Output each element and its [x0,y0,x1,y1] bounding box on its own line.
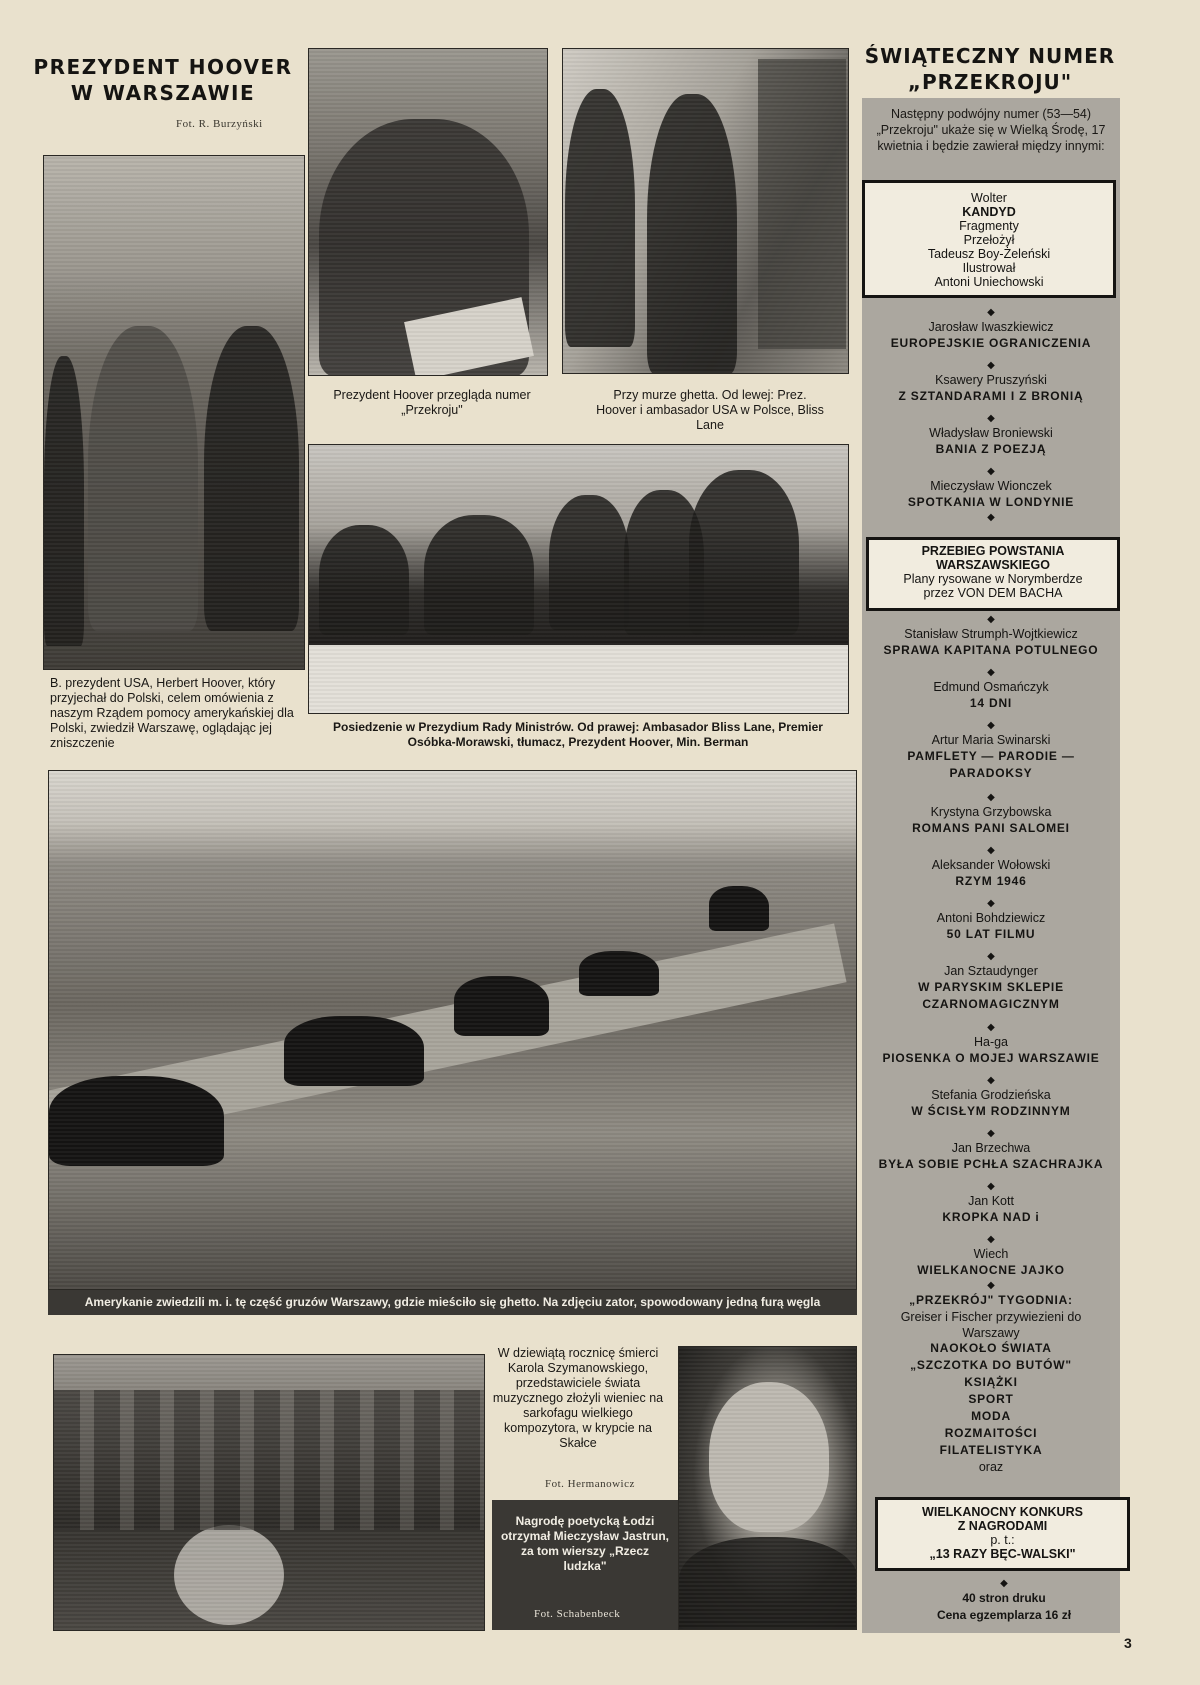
entry-author: Stanisław Strumph-Wojtkiewicz [904,627,1078,641]
photo-jastrun-portrait [678,1346,857,1630]
box-kandyd-line: Antoni Uniechowski [934,275,1044,289]
photo-szymanowski-wreath [53,1354,485,1631]
caption-ghetto-wall: Przy murze ghetta. Od lewej: Prez. Hoover i ambasador USA w Polsce, Bliss Lane [596,388,824,432]
sidebar-sections [862,1340,1120,1475]
caption-hoover-visit: B. prezydent USA, Herbert Hoover, który przyjechał do Polski, celem omówienia z naszym Rządem pomocy amerykańskiej dla Polski, zwiedził Warszawę, oglądając jej zniszczenie [50,676,294,750]
entry-author: Stefania Grodzieńska [931,1088,1051,1102]
entry-work: 50 LAT FILMU [946,927,1036,941]
entry-author: Wiech [973,1247,1009,1261]
caption-hoover-reading: Prezydent Hoover przegląda numer „Przekroju" [333,388,531,417]
sidebar-entry [862,792,1120,837]
box-kandyd-line: Wolter [971,191,1007,205]
diamond-icon: ◆ [987,720,995,731]
headline-line-2: W WARSZAWIE [70,81,256,105]
caption-szymanowski: W dziewiątą rocznicę śmierci Karola Szymanowskiego, przedstawiciele świata muzycznego złożyli wieniec na sarkofagu wielkiego kompozytora, w krypcie na Skałce [492,1346,664,1450]
diamond-icon: ◆ [987,1234,995,1245]
entry-work: KROPKA NAD i [942,1210,1040,1224]
sidebar-title-line-1: ŚWIĄTECZNY NUMER [864,44,1116,68]
sidebar-entry [862,413,1120,458]
entry-work: SPOTKANIA W LONDYNIE [907,495,1075,509]
entry-author: Jarosław Iwaszkiewicz [928,320,1054,334]
sidebar-entry [862,1075,1120,1120]
entry-author: Edmund Osmańczyk [933,680,1049,694]
entry-author: Antoni Bohdziewicz [936,911,1046,925]
photo-ghetto-ruins [48,770,857,1290]
box-kandyd-line: KANDYD [962,205,1016,219]
entry-work: SPRAWA KAPITANA POTULNEGO [883,643,1099,657]
sidebar-title [850,43,1130,95]
entry-work: W PARYSKIM SKLEPIE CZARNOMAGICZNYM [918,980,1064,1011]
section-item: FILATELISTYKA [939,1443,1043,1457]
sidebar-entry [862,1128,1120,1173]
szymanowski-credit: Fot. Hermanowicz [545,1478,635,1490]
box-konkurs [875,1497,1130,1571]
diamond-icon: ◆ [987,1128,995,1139]
jastrun-caption-box [492,1500,678,1630]
weekly-title: „PRZEKRÓJ" TYGODNIA: [909,1293,1073,1307]
diamond-icon: ◆ [987,360,995,371]
sidebar-entry [862,951,1120,1013]
article-headline [28,54,298,106]
box-kandyd-line: Fragmenty [959,219,1019,233]
sidebar-price-info [875,1578,1133,1624]
box-powstanie-line: WARSZAWSKIEGO [936,558,1050,572]
entry-author: Władysław Broniewski [929,426,1053,440]
headline-line-1: PREZYDENT HOOVER [33,55,293,79]
caption-jastrun: Nagrodę poetycką Łodzi otrzymał Mieczysław Jastrun, za tom wierszy „Rzecz ludzka" [500,1514,670,1573]
sidebar-entry [862,360,1120,405]
entry-work: EUROPEJSKIE OGRANICZENIA [890,336,1092,350]
box-powstanie-line: PRZEBIEG POWSTANIA [921,544,1065,558]
caption-meeting: Posiedzenie w Prezydium Rady Ministrów. Od prawej: Ambasador Bliss Lane, Premier Osóbka-Morawski, tłumacz, Prezydent Hoover, Min. Berman [333,720,823,749]
pages-info: 40 stron druku [962,1591,1046,1605]
entry-work: PAMFLETY — PARODIE — PARADOKSY [907,749,1075,780]
price-info: Cena egzemplarza 16 zł [936,1608,1072,1622]
sidebar-entry [862,1022,1120,1067]
diamond-icon: ◆ [987,307,995,318]
section-item: KSIĄŻKI [964,1375,1018,1389]
diamond-icon: ◆ [987,466,995,477]
photo-hoover-ruins [43,155,305,670]
photo-hoover-reading [308,48,548,376]
weekly-subtitle: Greiser i Fischer przywiezieni do Warszawy [900,1310,1082,1340]
sidebar-entry [862,898,1120,943]
box-powstanie-line: przez VON DEM BACHA [923,586,1063,600]
sidebar-weekly [862,1280,1120,1341]
diamond-icon: ◆ [987,667,995,678]
entry-author: Jan Sztaudynger [944,964,1038,978]
entry-author: Ksawery Pruszyński [935,373,1047,387]
box-kandyd-line: Przełożył [963,233,1015,247]
diamond-icon: ◆ [987,951,995,962]
sidebar-entry [862,667,1120,712]
box-powstanie-line: Plany rysowane w Norymberdze [903,572,1083,586]
box-konkurs-line: Z NAGRODAMI [957,1519,1048,1533]
diamond-icon: ◆ [987,898,995,909]
sidebar-entry [862,720,1120,782]
entry-work: ROMANS PANI SALOMEI [912,821,1070,835]
box-kandyd [862,180,1116,298]
caption-ruins: Amerykanie zwiedzili m. i. tę część gruzów Warszawy, gdzie mieściło się ghetto. Na zdjęciu zator, spowodowany jedną furą węgla [48,1290,857,1315]
entry-work: WIELKANOCNE JAJKO [917,1263,1065,1277]
sidebar-entry [862,466,1120,511]
section-item: ROZMAITOŚCI [944,1426,1038,1440]
entry-author: Ha-ga [973,1035,1009,1049]
diamond-icon: ◆ [987,1022,995,1033]
section-item: MODA [971,1409,1011,1423]
page-number: 3 [1124,1635,1132,1651]
sidebar-entry [862,1181,1120,1226]
entry-work: Z SZTANDARAMI I Z BRONIĄ [898,389,1084,403]
photo-meeting [308,444,849,714]
sidebar-entry [862,307,1120,352]
entry-work: 14 DNI [969,696,1013,710]
sidebar-separator [862,512,1120,524]
box-konkurs-line: WIELKANOCNY KONKURS [922,1505,1083,1519]
sidebar-oraz: oraz [978,1460,1004,1474]
diamond-icon: ◆ [987,1181,995,1192]
section-item: „SZCZOTKA DO BUTÓW" [910,1358,1072,1372]
entry-author: Jan Kott [968,1194,1014,1208]
photo-ghetto-wall [562,48,849,374]
box-kandyd-line: Ilustrował [962,261,1016,275]
diamond-icon: ◆ [987,792,995,803]
entry-work: W ŚCISŁYM RODZINNYM [911,1104,1071,1118]
diamond-icon: ◆ [987,845,995,856]
entry-author: Jan Brzechwa [951,1141,1031,1155]
sidebar-entry [862,845,1120,890]
entry-author: Mieczysław Wionczek [930,479,1052,493]
section-item: SPORT [968,1392,1014,1406]
entry-author: Krystyna Grzybowska [930,805,1052,819]
entry-work: BYŁA SOBIE PCHŁA SZACHRAJKA [878,1157,1104,1171]
box-kandyd-line: Tadeusz Boy-Żeleński [927,247,1051,261]
diamond-icon: ◆ [987,512,995,523]
entry-work: PIOSENKA O MOJEJ WARSZAWIE [882,1051,1100,1065]
section-item: NAOKOŁO ŚWIATA [930,1341,1052,1355]
diamond-icon: ◆ [987,614,995,625]
diamond-icon: ◆ [987,1280,995,1291]
jastrun-credit: Fot. Schabenbeck [534,1608,621,1620]
sidebar-intro: Następny podwójny numer (53—54) „Przekroju" ukaże się w Wielką Środę, 17 kwietnia i będzie zawierał między innymi: [862,98,1120,174]
entry-work: BANIA Z POEZJĄ [935,442,1047,456]
box-powstanie [866,537,1120,611]
entry-author: Aleksander Wołowski [931,858,1051,872]
photo-credit: Fot. R. Burzyński [176,118,263,130]
sidebar-entry [862,614,1120,659]
diamond-icon: ◆ [1000,1578,1008,1589]
box-konkurs-line: „13 RAZY BĘC-WALSKI" [929,1547,1076,1561]
sidebar-entry [862,1234,1120,1279]
entry-work: RZYM 1946 [955,874,1027,888]
box-konkurs-line: p. t.: [990,1533,1015,1547]
diamond-icon: ◆ [987,413,995,424]
diamond-icon: ◆ [987,1075,995,1086]
sidebar-title-line-2: „PRZEKROJU" [907,70,1073,94]
entry-author: Artur Maria Swinarski [931,733,1051,747]
